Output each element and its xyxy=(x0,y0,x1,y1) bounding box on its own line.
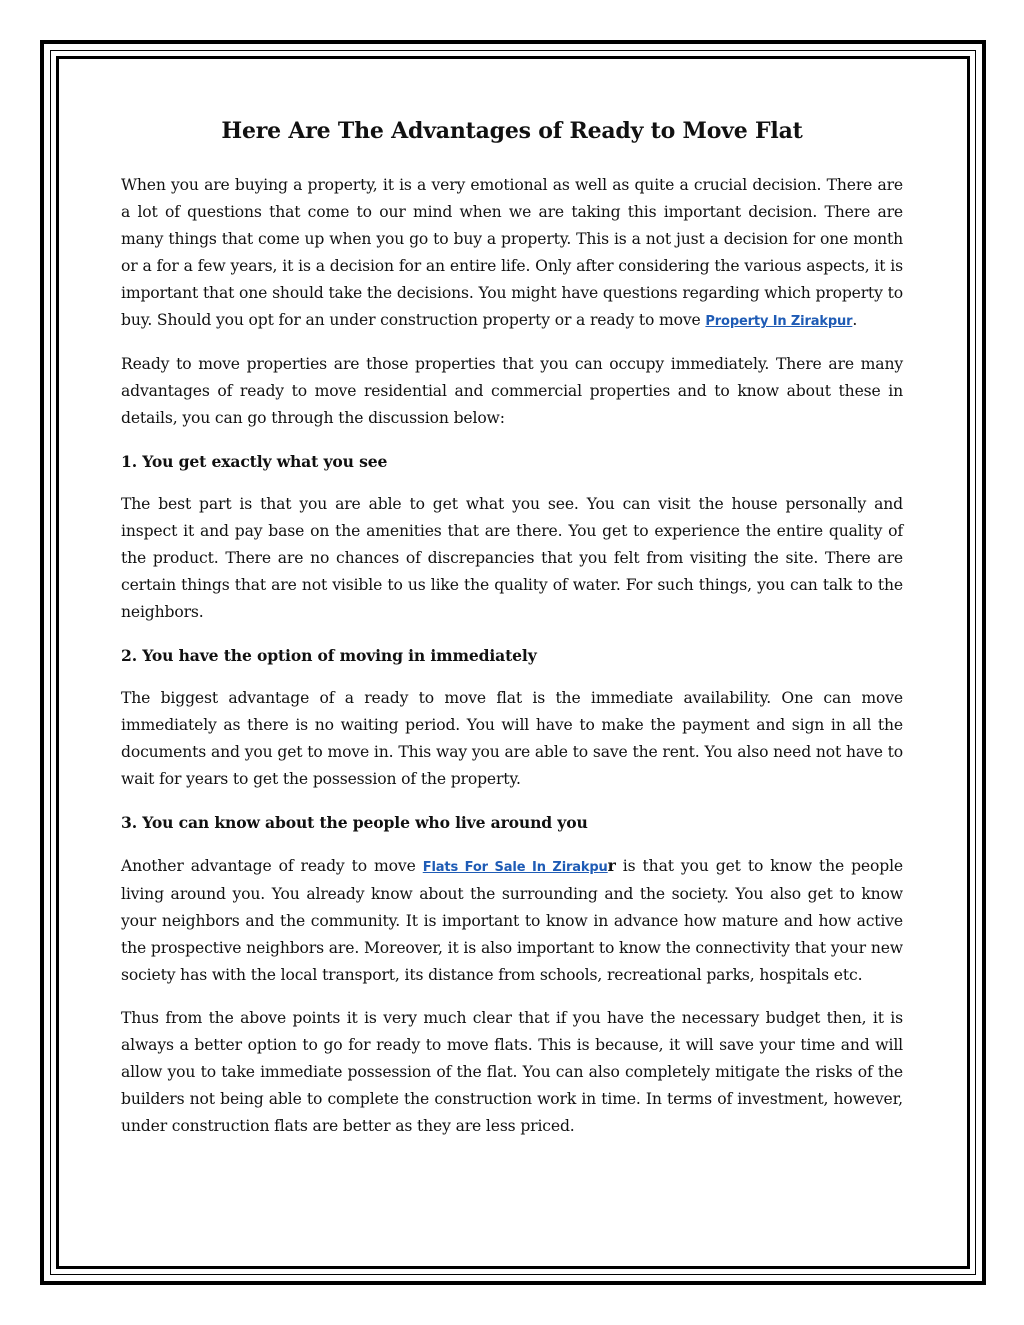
section-3-heading: 3. You can know about the people who live around you xyxy=(121,813,588,832)
document-title: Here Are The Advantages of Ready to Move Flat xyxy=(221,118,803,144)
section-1-heading: 1. You get exactly what you see xyxy=(121,452,388,471)
intro-after: . xyxy=(852,311,858,329)
property-in-zirakpur-link[interactable]: Property In Zirakpur xyxy=(705,314,853,329)
intro-text: When you are buying a property, it is a very emotional as well as quite a crucial decision. There are a lot of questions that come to our mind when we are taking this important decision. There are many things that come up when you go to buy a property. This is a not just a decision for one month or a for a few years, it is a decision for an entire life. Only after considering the various aspects, it is important that one should take the decisions. You might have questions regarding which property to buy. Should you opt for an under construction property or a ready to move xyxy=(121,176,903,329)
document-body xyxy=(121,118,903,1156)
section-2-text: The biggest advantage of a ready to move flat is the immediate availability. One can move immediately as there is no waiting period. You will have to make the payment and sign in all the documents and you get to move in. This way you are able to save the rent. You also need not have to wait for years to get the possession of the property. xyxy=(121,689,903,788)
section-1-text: The best part is that you are able to get what you see. You can visit the house personally and inspect it and pay base on the amenities that are there. You get to experience the entire quality of the product. There are no chances of discrepancies that you felt from visiting the site. There are certain things that are not visible to us like the quality of water. For such things, you can talk to the neighbors. xyxy=(121,495,903,621)
section-3-link-tail: r xyxy=(607,856,616,875)
paragraph-2: Ready to move properties are those properties that you can occupy immediately. There are many advantages of ready to move residential and commercial properties and to know about these in details, you can go through the discussion below: xyxy=(121,355,903,427)
conclusion-paragraph: Thus from the above points it is very much clear that if you have the necessary budget then, it is always a better option to go for ready to move flats. This is because, it will save your time and will allow you to take immediate possession of the flat. You can also completely mitigate the risks of the builders not being able to complete the construction work in time. In terms of investment, however, under construction flats are better as they are less priced. xyxy=(121,1009,903,1135)
section-3-body: is that you get to know the people living around you. You already know about the surrounding and the society. You also get to know your neighbors and the community. It is important to know in advance how mature and how active the prospective neighbors are. Moreover, it is also important to know the connectivity that your new society has with the local transport, its distance from schools, recreational parks, hospitals etc. xyxy=(121,857,903,984)
flats-for-sale-link[interactable]: Flats For Sale In Zirakpu xyxy=(422,860,608,875)
section-2-heading: 2. You have the option of moving in immediately xyxy=(121,646,537,665)
section-3-text xyxy=(121,852,903,989)
section-3-before: Another advantage of ready to move xyxy=(121,857,423,875)
intro-paragraph xyxy=(121,172,903,335)
